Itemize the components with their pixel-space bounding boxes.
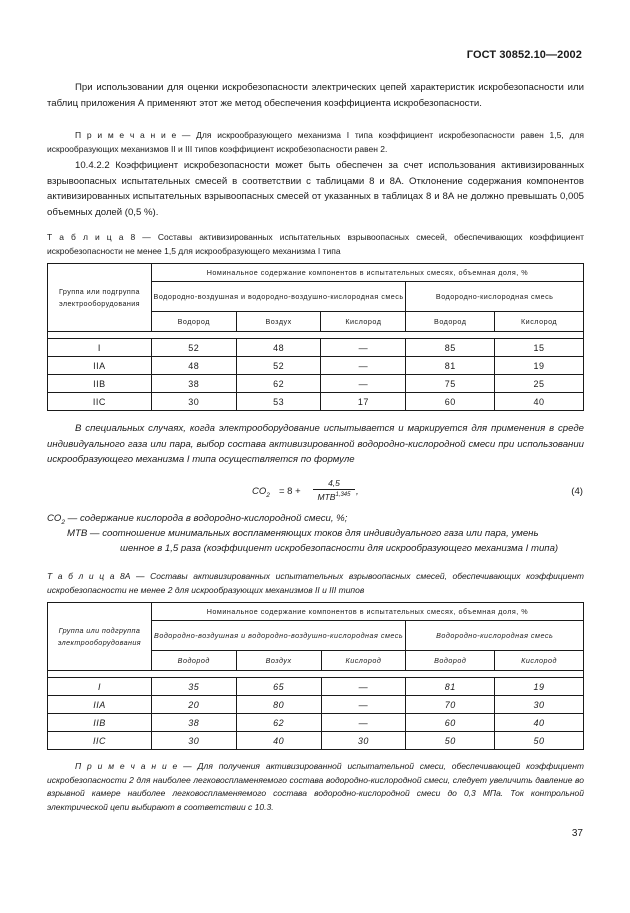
table-cell: 53: [236, 393, 321, 411]
table-row: [48, 357, 584, 375]
table-8a-col-header: Воздух: [236, 651, 321, 671]
note-1: [47, 128, 584, 156]
table-8a-group-header: Группа или подгруппа электрооборудования: [48, 603, 152, 671]
table-row: [48, 732, 584, 750]
table-8-col-header: Кислород: [495, 312, 584, 332]
table-row: [48, 375, 584, 393]
table-8-col-header: Водород: [151, 312, 236, 332]
table-cell: 48: [151, 357, 236, 375]
table-cell-group: IIC: [48, 732, 152, 750]
table-cell: 65: [236, 678, 321, 696]
where-co2: $CO_2$ — содержание кислорода в водородно-кислородной смеси, %;: [47, 513, 348, 526]
table-8-mix2-header: Водородно-кислородная смесь: [406, 282, 584, 312]
table-8a-top-header: Номинальное содержание компонентов в испытательных смесях, объемная доля, %: [151, 603, 583, 621]
note-1-text: — Для искрообразующего механизма I типа коэффициент искробезопасности равен 1,5, для искрообразующих механизмов II и III типов коэффициент искробезопасности равен 2.: [47, 130, 584, 154]
table-8a-col-header: Водород: [406, 651, 495, 671]
table-cell: 52: [151, 339, 236, 357]
table-cell: 40: [236, 732, 321, 750]
table-cell: 30: [151, 393, 236, 411]
table-8a-col-header: Водород: [151, 651, 236, 671]
table-8-spacer: [48, 332, 584, 339]
table-row: [48, 696, 584, 714]
page-number: 37: [571, 828, 583, 839]
table-8-col-header: Воздух: [236, 312, 321, 332]
table-cell: —: [321, 696, 406, 714]
table-cell-group: IIC: [48, 393, 152, 411]
table-row: [48, 678, 584, 696]
table-8a-mix2-header: Водородно-кислородная смесь: [406, 621, 584, 651]
table-8a-mix1-header: Водородно-воздушная и водородно-воздушно-кислородная смесь: [151, 621, 405, 651]
paragraph-10-4-2-2: 10.4.2.2 Коэффициент искробезопасности может быть обеспечен за счет использования активизированных взрывоопасных испытательных смесей в соответствии с таблицами 8 и 8А. Отклонение содержания компонентов активизированных испытательных взрывоопасных смесей от указанных в таблицах 8 и 8А не должно превышать 0,005 объемных долей (0,5 %).: [47, 160, 584, 218]
table-8-caption: [47, 231, 584, 258]
table-cell: —: [321, 714, 406, 732]
table-cell: 52: [236, 357, 321, 375]
table-8-mix1-header: Водородно-воздушная и водородно-воздушно-кислородная смесь: [151, 282, 405, 312]
paragraph-special-cases: В специальных случаях, когда электрооборудование испытывается и маркируется для применения в среде индивидуального газа или пара, выбор состава активизированной водородно-кислородной смеси при использовании искрообразующего механизма I типа осуществляется по формуле: [47, 423, 584, 466]
table-cell: 17: [321, 393, 406, 411]
table-cell: 30: [151, 732, 236, 750]
table-cell: 30: [495, 696, 584, 714]
table-cell: 81: [406, 678, 495, 696]
note-2: [47, 760, 584, 814]
table-cell: 70: [406, 696, 495, 714]
table-8a-spacer: [48, 671, 584, 678]
table-cell-group: IIA: [48, 696, 152, 714]
table-8-col-header: Кислород: [321, 312, 406, 332]
table-8a-col-header: Кислород: [495, 651, 584, 671]
table-cell: 40: [495, 393, 584, 411]
table-cell: 85: [406, 339, 495, 357]
table-cell: 35: [151, 678, 236, 696]
table-cell-group: IIB: [48, 375, 152, 393]
table-row: [48, 714, 584, 732]
table-cell: —: [321, 339, 406, 357]
table-cell: 30: [321, 732, 406, 750]
formula-tail: ,: [356, 486, 359, 497]
table-cell: 60: [406, 714, 495, 732]
table-cell: 15: [495, 339, 584, 357]
table-cell: 48: [236, 339, 321, 357]
table-cell: 50: [406, 732, 495, 750]
document-header: ГОСТ 30852.10—2002: [466, 49, 582, 61]
table-8a: [47, 602, 584, 750]
formula-number: (4): [571, 486, 583, 497]
table-cell: 80: [236, 696, 321, 714]
table-8a-caption: [47, 570, 584, 597]
where-mtb: MTB — соотношение минимальных воспламеняющих токов для индивидуального газа или пара, умень: [67, 528, 539, 539]
table-row: [48, 339, 584, 357]
table-cell: —: [321, 375, 406, 393]
where-mtb-continued: шенное в 1,5 раза (коэффициент искробезопасности для искрообразующего механизма I типа): [120, 543, 559, 554]
table-cell-group: IIB: [48, 714, 152, 732]
table-cell-group: IIA: [48, 357, 152, 375]
table-cell-group: I: [48, 339, 152, 357]
formula-lhs: $CO_2$: [252, 486, 270, 499]
table-8-title: — Составы активизированных испытательных взрывоопасных смесей, обеспечивающих коэффициент искробезопасности не менее 1,5 для искрообразующего механизма I типа: [47, 232, 584, 256]
table-8-group-header: Группа или подгруппа электрооборудования: [48, 264, 152, 332]
table-cell: 62: [236, 375, 321, 393]
table-cell: 75: [406, 375, 495, 393]
table-cell: 40: [495, 714, 584, 732]
table-cell: —: [321, 357, 406, 375]
table-cell: 60: [406, 393, 495, 411]
table-cell: 20: [151, 696, 236, 714]
table-cell: 19: [495, 678, 584, 696]
table-cell: 50: [495, 732, 584, 750]
table-cell: 38: [151, 375, 236, 393]
table-8-col-header: Водород: [406, 312, 495, 332]
table-8-top-header: Номинальное содержание компонентов в испытательных смесях, объемная доля, %: [151, 264, 583, 282]
note-2-label: П р и м е ч а н и е: [75, 761, 178, 771]
table-cell: 19: [495, 357, 584, 375]
table-cell: 62: [236, 714, 321, 732]
note-2-text: — Для получения активизированной испытательной смеси, обеспечивающей коэффициент искробезопасности 2 для наиболее легковоспламеняемого состава водородно-кислородной смеси, следует увеличить давление во взрывной камере наиболее легковоспламеняемого состава водородно-кислородной смеси до 0,3 МПа. Ток контрольной электрической цепи выбирают в соответствии с 10.3.: [47, 761, 584, 812]
table-cell: 25: [495, 375, 584, 393]
table-8a-title: — Составы активизированных испытательных взрывоопасных смесей, обеспечивающих коэффициент искробезопасности не менее 2 для искрообразующих механизмов II и III типов: [47, 571, 584, 595]
table-cell: 81: [406, 357, 495, 375]
table-8a-col-header: Кислород: [321, 651, 406, 671]
paragraph-method: При использовании для оценки искробезопасности электрических цепей характеристик искробезопасности или таблиц приложения А применяют этот же метод обеспечения коэффициента искробезопасности.: [47, 82, 584, 109]
table-cell-group: I: [48, 678, 152, 696]
table-row: [48, 393, 584, 411]
formula-eq: = 8 +: [279, 486, 301, 497]
table-8a-label: Т а б л и ц а 8А: [47, 571, 131, 581]
table-cell: —: [321, 678, 406, 696]
formula-fraction: 4,5 MTB$^{1,345}$: [312, 478, 356, 503]
table-8: [47, 263, 584, 411]
table-8-label: Т а б л и ц а 8: [47, 232, 136, 242]
table-cell: 38: [151, 714, 236, 732]
formula-4: [252, 478, 392, 508]
note-1-label: П р и м е ч а н и е: [75, 130, 177, 140]
